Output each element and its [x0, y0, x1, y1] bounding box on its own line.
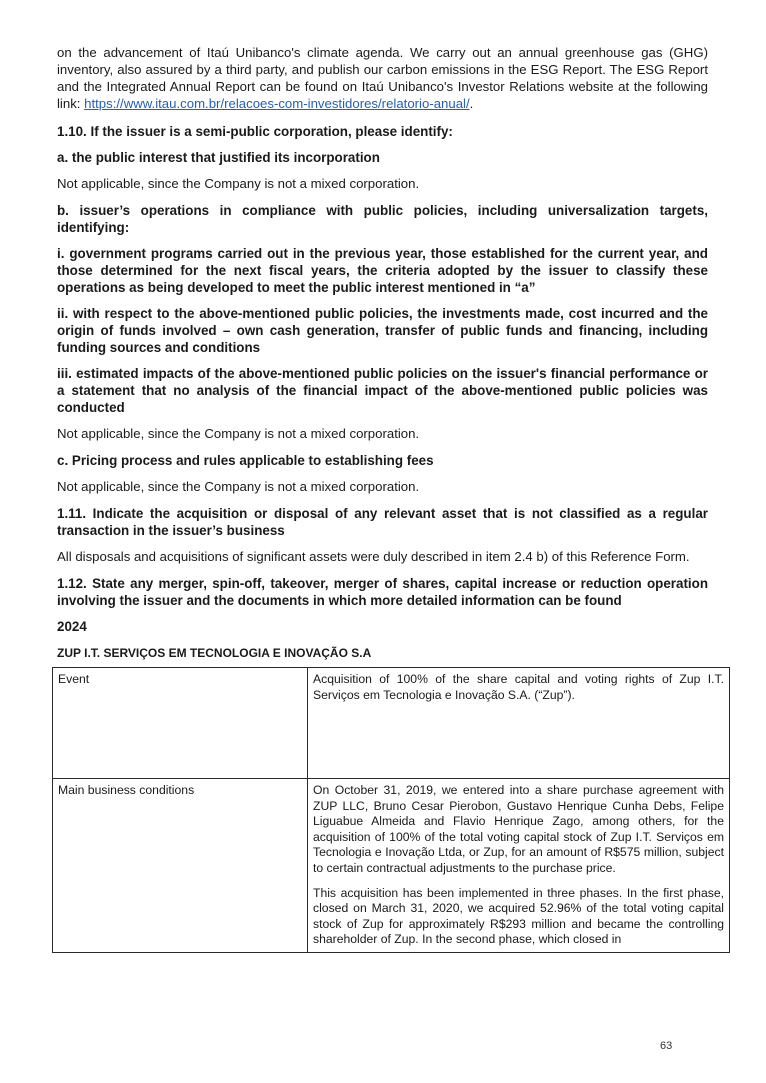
- company-heading: ZUP I.T. SERVIÇOS EM TECNOLOGIA E INOVAÇÃO S.A: [57, 646, 372, 660]
- table-cell-event-label: Event: [53, 668, 308, 779]
- section-1-10-a: a. the public interest that justified its incorporation: [57, 150, 380, 165]
- section-1-11-answer: All disposals and acquisitions of significant assets were duly described in item 2.4 b) of this Reference Form.: [57, 549, 690, 564]
- section-1-10-b-i: i. government programs carried out in the previous year, those established for the current year, and those determined for the next fiscal years, the criteria adopted by the issuer to classify these operations as being developed to meet the public interest mentioned in “a”: [57, 246, 708, 295]
- table-cell-event-value: [308, 668, 730, 779]
- table-cell-conditions-value: [308, 779, 730, 953]
- section-1-10-heading: 1.10. If the issuer is a semi-public corporation, please identify:: [57, 124, 453, 139]
- table-cell-conditions-label: Main business conditions: [53, 779, 308, 953]
- intro-tail: .: [469, 96, 474, 111]
- section-1-10-c-answer: Not applicable, since the Company is not a mixed corporation.: [57, 479, 420, 494]
- acquisition-table: [52, 667, 730, 953]
- section-1-10-a-answer: Not applicable, since the Company is not a mixed corporation.: [57, 176, 420, 191]
- document-page: [57, 44, 724, 953]
- intro-paragraph: [57, 44, 708, 112]
- page-number: 63: [660, 1040, 673, 1052]
- section-1-12-year: 2024: [57, 619, 87, 634]
- section-1-10-b-iii: iii. estimated impacts of the above-mentioned public policies on the issuer's financial performance or a statement that no analysis of the financial impact of the above-mentioned public policies was conducted: [57, 366, 708, 415]
- section-1-11-heading: 1.11. Indicate the acquisition or disposal of any relevant asset that is not classified as a regular transaction in the issuer’s business: [57, 506, 708, 538]
- section-1-10-b: b. issuer’s operations in compliance with public policies, including universalization targets, identifying:: [57, 203, 708, 235]
- investor-relations-link[interactable]: https://www.itau.com.br/relacoes-com-investidores/relatorio-anual/: [84, 96, 470, 111]
- intro-text: on the advancement of Itaú Unibanco's climate agenda. We carry out an annual greenhouse gas (GHG) inventory, also assured by a third party, and publish our carbon emissions in the ESG Report. The ESG Report and the Integrated Annual Report can be found on Itaú Unibanco's Investor Relations website at the following link:: [57, 45, 708, 111]
- conditions-paragraph-2: This acquisition has been implemented in three phases. In the first phase, closed on March 31, 2020, we acquired 52.96% of the total voting capital stock of Zup for approximately R$293 million and became the controlling shareholder of Zup. In the second phase, which closed in: [313, 885, 724, 947]
- section-1-10-b-answer: Not applicable, since the Company is not a mixed corporation.: [57, 426, 420, 441]
- table-row: [53, 779, 730, 953]
- event-value-text: Acquisition of 100% of the share capital and voting rights of Zup I.T. Serviços em Tecnologia e Inovação S.A. (“Zup”).: [313, 672, 724, 702]
- table-row: [53, 668, 730, 779]
- section-1-10-b-ii: ii. with respect to the above-mentioned public policies, the investments made, cost incurred and the origin of funds involved – own cash generation, transfer of public funds and financing, including funding sources and conditions: [57, 306, 708, 355]
- conditions-paragraph-1: On October 31, 2019, we entered into a share purchase agreement with ZUP LLC, Bruno Cesar Pierobon, Gustavo Henrique Cunha Debs, Felipe Liguabue Almeida and Flavio Henrique Zago, among others, for the acquisition of 100% of the total voting capital stock of Zup I.T. Serviços em Tecnologia e Inovação Ltda, or Zup, for an amount of R$575 million, subject to certain contractual adjustments to the purchase price.: [313, 783, 724, 875]
- section-1-12-heading: 1.12. State any merger, spin-off, takeover, merger of shares, capital increase or reduction operation involving the issuer and the documents in which more detailed information can be found: [57, 576, 708, 608]
- section-1-10-c: c. Pricing process and rules applicable to establishing fees: [57, 453, 434, 468]
